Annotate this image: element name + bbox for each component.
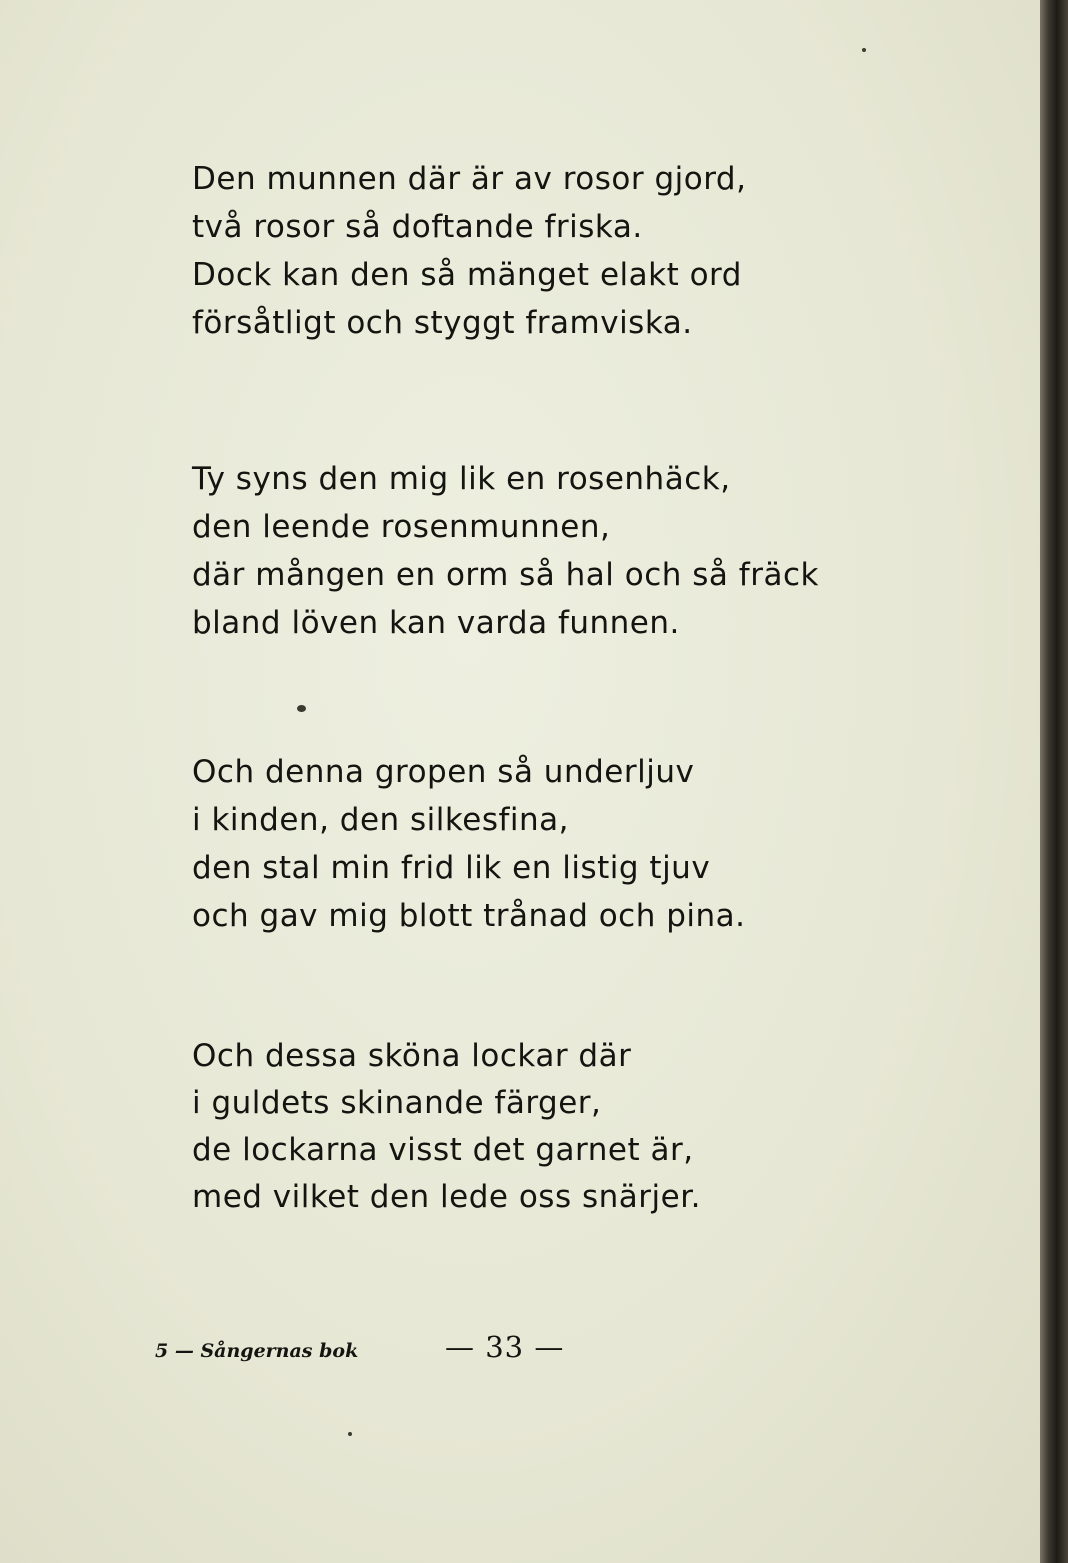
poem-line: Och denna gropen så underljuv [192,754,695,790]
poem-line: den stal min frid lik en listig tjuv [192,850,711,886]
printer-signature: 5 — Sångernas bok [155,1340,359,1362]
poem-line: bland löven kan varda funnen. [192,605,680,641]
page-footer [155,1330,755,1370]
stanza-2 [192,455,819,647]
poem-line: de lockarna visst det garnet är, [192,1132,694,1168]
poem-line: i guldets skinande färger, [192,1085,602,1121]
book-spine-edge [1040,0,1068,1563]
poem-line: i kinden, den silkesfina, [192,802,570,838]
poem-line: Den munnen där är av rosor gjord, [192,161,747,197]
page-number: — 33 — [445,1330,565,1364]
poem-line: med vilket den lede oss snärjer. [192,1179,701,1215]
poem-line: där mången en orm så hal och så fräck [192,557,819,593]
stanza-1 [192,155,746,347]
dust-speck [862,48,866,52]
poem-line: den leende rosenmunnen, [192,509,611,545]
poem-line: Ty syns den mig lik en rosenhäck, [192,461,731,497]
poem-line: två rosor så doftande friska. [192,209,643,245]
ink-speck [297,705,306,712]
stanza-3 [192,748,746,940]
poem-line: och gav mig blott trånad och pina. [192,898,746,934]
poem-line: försåtligt och styggt framviska. [192,305,693,341]
stanza-4 [192,1033,701,1221]
poem-line: Och dessa sköna lockar där [192,1038,632,1074]
poem-line: Dock kan den så mänget elakt ord [192,257,742,293]
dust-speck [348,1432,352,1436]
